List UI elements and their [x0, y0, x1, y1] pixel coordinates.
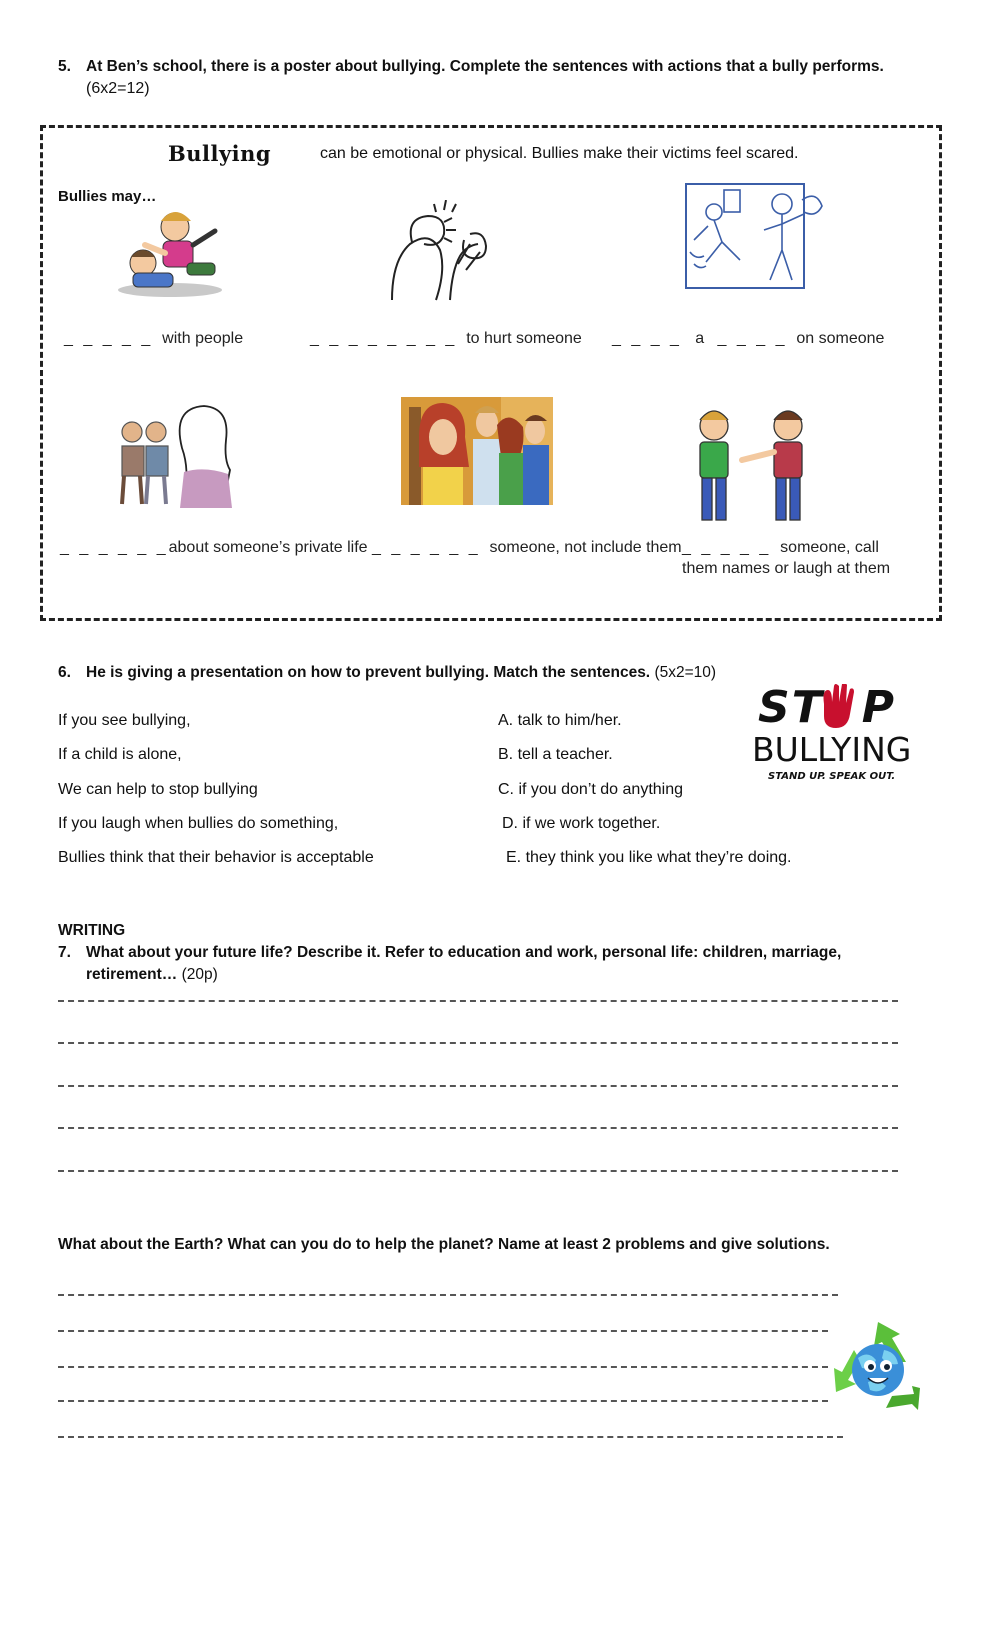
answer-line[interactable]: [58, 1330, 828, 1332]
answer-line[interactable]: [58, 1436, 843, 1438]
poster-item-4: _ _ _ _ _ _about someone’s private life: [60, 539, 368, 556]
red-hand-icon: [818, 684, 858, 730]
poster-item-5: _ _ _ _ _ _ someone, not include them: [372, 539, 682, 556]
match-right-b: B. tell a teacher.: [498, 746, 613, 763]
answer-line[interactable]: [58, 1042, 898, 1044]
match-left-1: If you see bullying,: [58, 712, 191, 729]
q7-question: What about your future life? Describe it. Refer to education and work, personal life: children, marriage,: [86, 944, 842, 961]
logo-tagline: STAND UP. SPEAK OUT.: [768, 771, 896, 782]
shouting-illustration: [386, 200, 496, 305]
logo-stop-word: ST P: [758, 682, 896, 733]
match-right-d: D. if we work together.: [502, 815, 661, 832]
recycling-globe-icon: [828, 1318, 928, 1413]
poster-item-6-line2: them names or laugh at them: [682, 560, 891, 577]
poster-item-6: _ _ _ _ _ someone, call: [682, 539, 879, 556]
poster-item-2: _ _ _ _ _ _ _ _ to hurt someone: [310, 330, 582, 347]
q6-question: He is giving a presentation on how to prevent bullying. Match the sentences. (5x2=10): [86, 664, 717, 681]
q6-number: 6.: [58, 664, 71, 681]
answer-line[interactable]: [58, 1294, 838, 1296]
q5-question: [86, 58, 986, 76]
q5-points: (6x2=12): [86, 80, 150, 97]
q5-number: 5.: [58, 58, 71, 75]
match-left-2: If a child is alone,: [58, 746, 182, 763]
answer-line[interactable]: [58, 1085, 898, 1087]
q7-number: 7.: [58, 944, 71, 961]
match-left-5: Bullies think that their behavior is acceptable: [58, 849, 374, 866]
q5-text: At Ben’s school, there is a poster about bullying. Complete the sentences with actions that a bully performs.: [86, 58, 884, 75]
poster-title-rest: can be emotional or physical. Bullies make their victims feel scared.: [320, 145, 799, 162]
writing-heading: WRITING: [58, 922, 126, 939]
match-right-e: E. they think you like what they’re doing.: [506, 849, 792, 866]
exclusion-photo: [401, 397, 553, 505]
poster-item-1: _ _ _ _ _ with people: [64, 330, 244, 347]
answer-line[interactable]: [58, 1000, 898, 1002]
answer-line[interactable]: [58, 1170, 898, 1172]
match-right-a: A. talk to him/her.: [498, 712, 622, 729]
earth-question: What about the Earth? What can you do to help the planet? Name at least 2 problems and give solutions.: [58, 1236, 830, 1253]
q7-question-line2: retirement… (20p): [86, 966, 218, 983]
answer-line[interactable]: [58, 1127, 898, 1129]
logo-bullying-word: BULLYING: [752, 730, 912, 769]
answer-line[interactable]: [58, 1366, 828, 1368]
name-calling-illustration: [692, 408, 817, 526]
answer-line[interactable]: [58, 1400, 828, 1402]
prank-illustration: [684, 182, 829, 292]
match-left-4: If you laugh when bullies do something,: [58, 815, 339, 832]
poster-intro: Bullies may…: [58, 188, 157, 205]
fighting-illustration: [115, 205, 230, 300]
match-right-c: C. if you don’t do anything: [498, 781, 684, 798]
gossip-illustration: [112, 402, 237, 510]
match-left-3: We can help to stop bullying: [58, 781, 258, 798]
poster-item-3: _ _ _ _ a _ _ _ _ on someone: [612, 330, 885, 347]
poster-title-word: Bullying: [168, 141, 272, 166]
stop-bullying-logo: [752, 682, 912, 792]
